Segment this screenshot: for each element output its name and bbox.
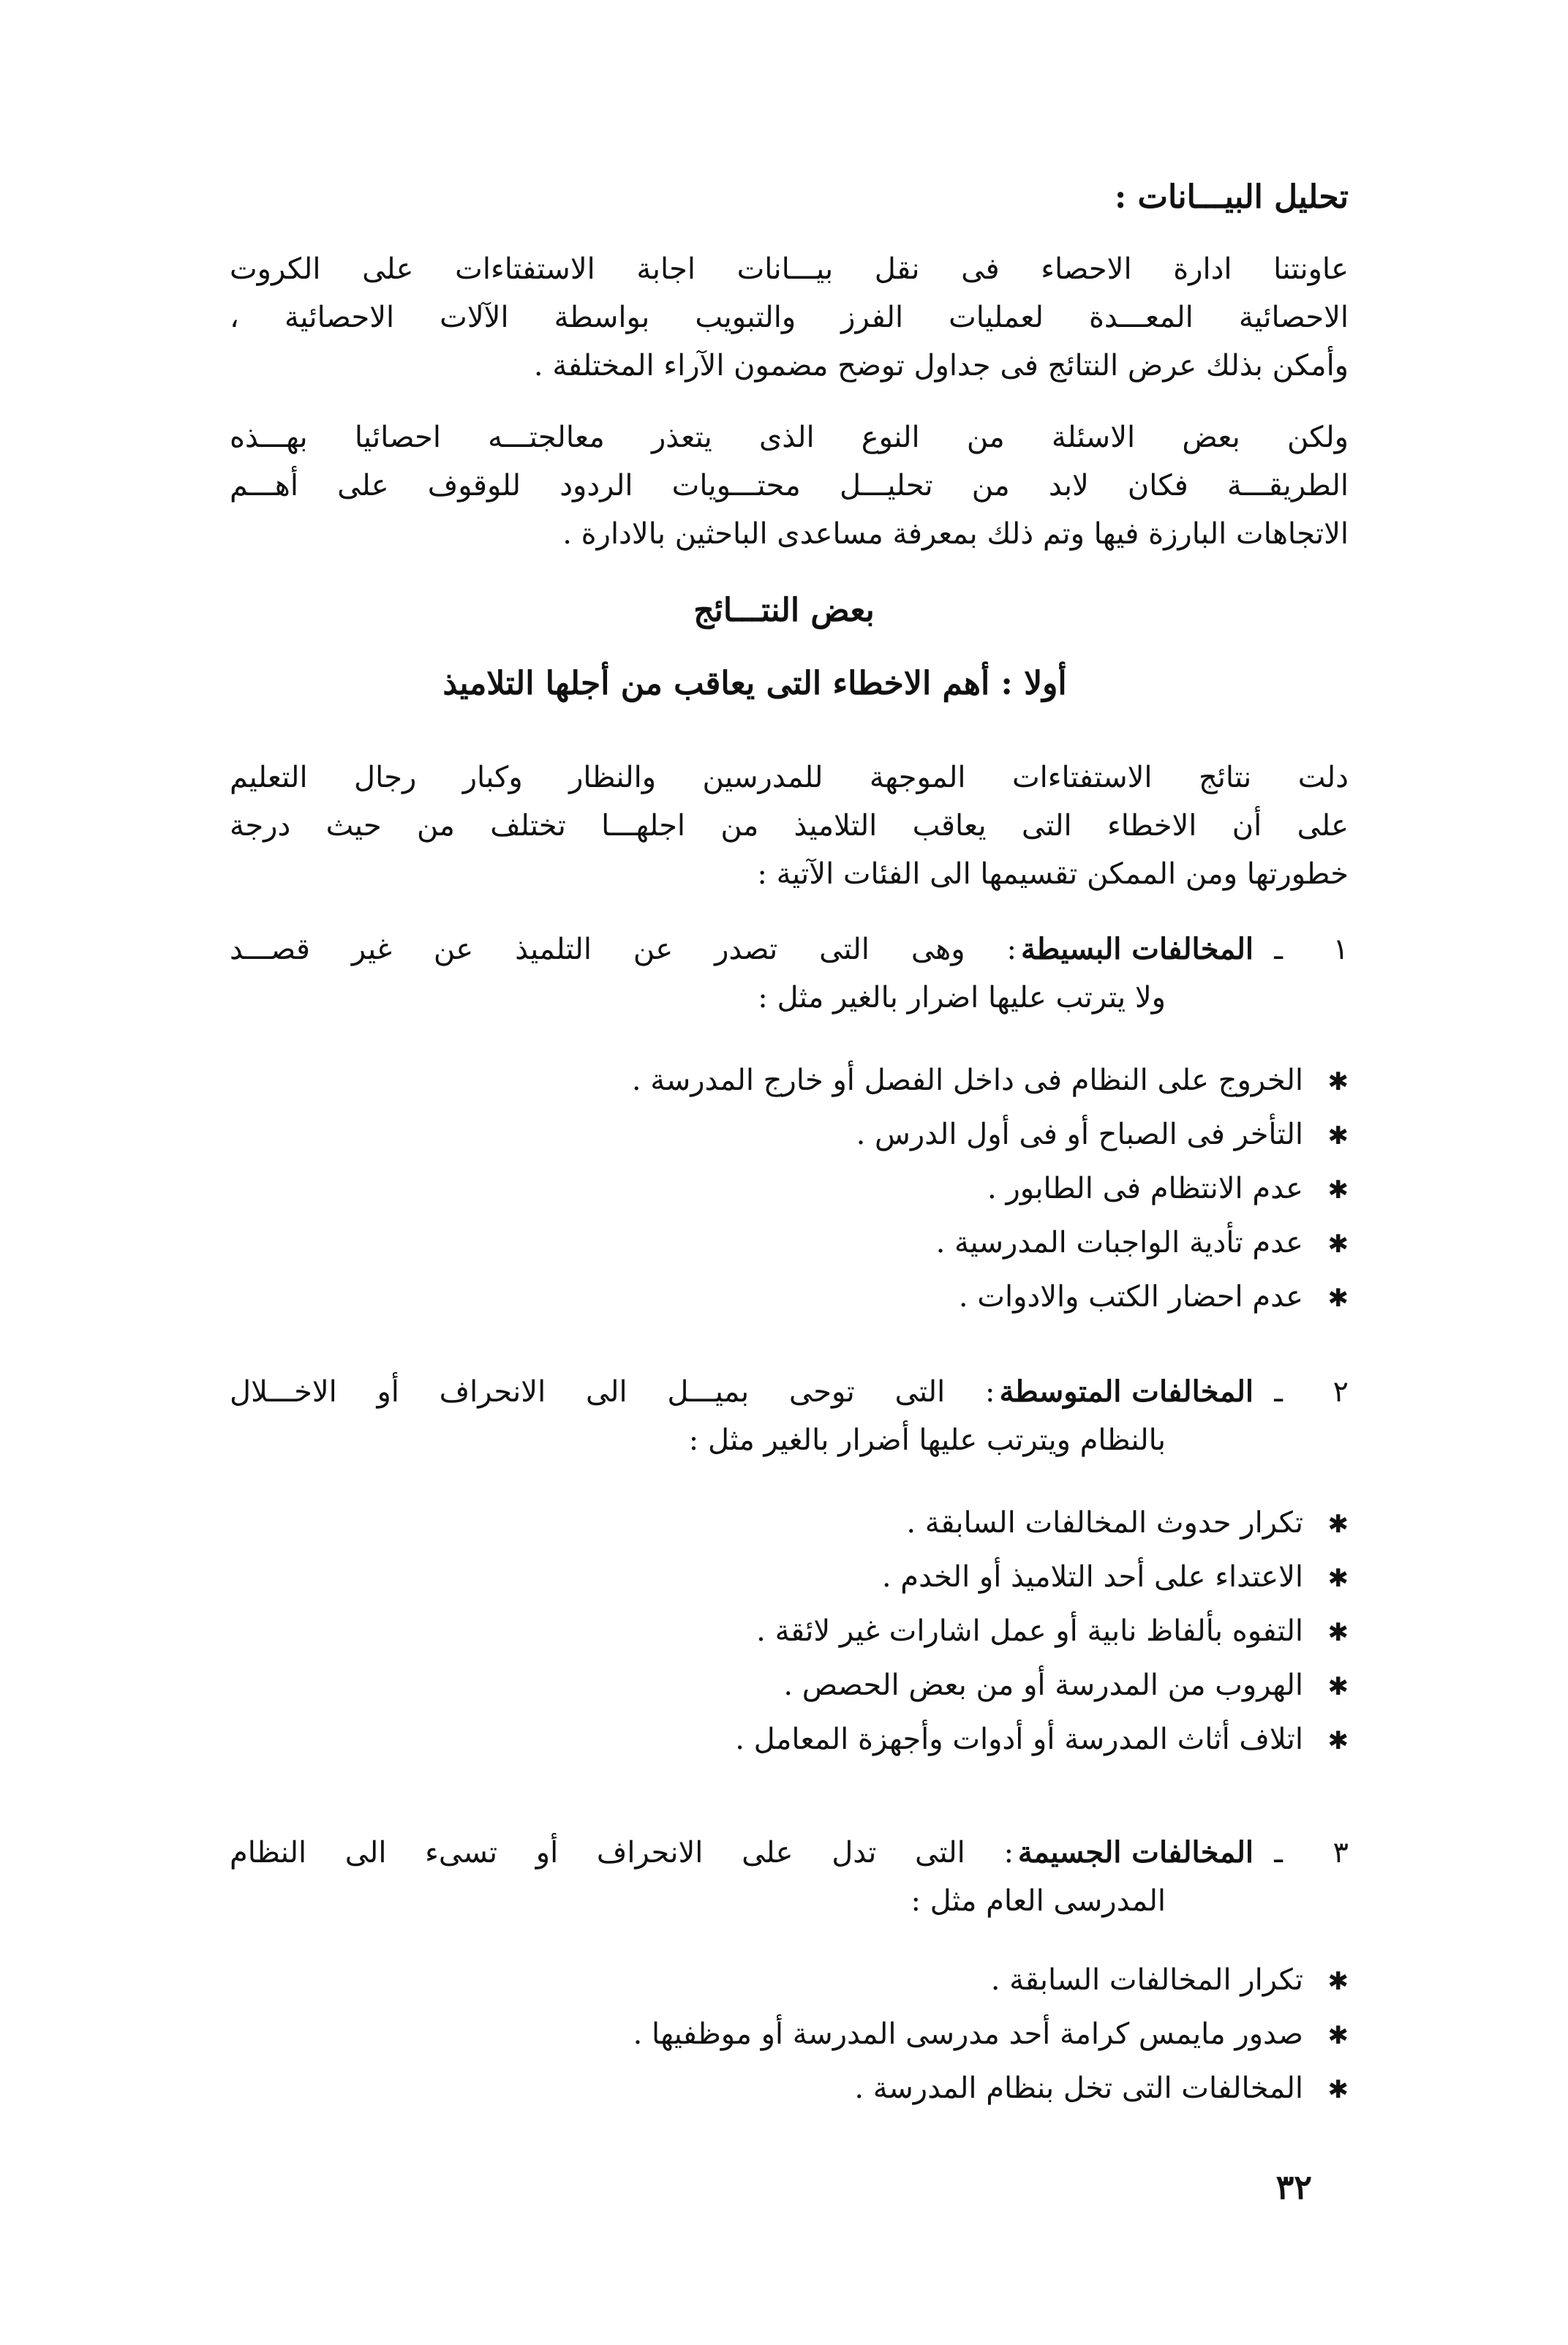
text-line: وأمكن بذلك عرض النتائج فى جداول توضح مضمون الآراء المختلفة . [533, 349, 1349, 383]
list-item [252, 1604, 1349, 1658]
asterisk-icon: ✱ [1327, 1672, 1349, 1701]
bullet-list [252, 1496, 1349, 1766]
text-line: الاحصائية المعـــدة لعمليات الفرز والتبويب بواسطة الآلات الاحصائية ، [230, 301, 1349, 334]
results-heading: بعض النتـــائج [693, 592, 875, 629]
text-line: الطريقـــة فكان لابد من تحليـــل محتـــويات الردود للوقوف على أهـــم [230, 469, 1349, 502]
list-item [252, 1107, 1349, 1162]
asterisk-icon: ✱ [1327, 1230, 1349, 1259]
category-title: المخالفات البسيطة [1020, 932, 1254, 966]
list-item [252, 2061, 1349, 2115]
text-line: عاونتنا ادارة الاحصاء فى نقل بيـــانات اجابة الاستفتاءات على الكروت [230, 252, 1349, 286]
category-description-continued: بالنظام ويترتب عليها أضرار بالغير مثل : [688, 1423, 1166, 1457]
category-title: المخالفات الجسيمة [1017, 1835, 1254, 1870]
asterisk-icon: ✱ [1327, 1121, 1349, 1151]
list-item [252, 1658, 1349, 1712]
bullet-list [252, 1953, 1349, 2115]
asterisk-icon: ✱ [1327, 1564, 1349, 1593]
list-item [252, 1953, 1349, 2007]
page-number: ٣٢ [1275, 2167, 1312, 2207]
list-item-text: عدم الانتظام فى الطابور . [987, 1172, 1303, 1205]
asterisk-icon: ✱ [1327, 2075, 1349, 2104]
list-item [252, 1162, 1349, 1216]
subsection-heading: أولا : أهم الاخطاء التى يعاقب من أجلها التلاميذ [442, 665, 1067, 702]
list-item-text: المخالفات التى تخل بنظام المدرسة . [854, 2071, 1303, 2105]
list-item-text: الخروج على النظام فى داخل الفصل أو خارج المدرسة . [631, 1064, 1303, 1097]
list-item-text: التفوه بألفاظ نابية أو عمل اشارات غير لائقة . [756, 1614, 1303, 1648]
list-item-text: عدم تأدية الواجبات المدرسية . [935, 1226, 1303, 1260]
category-medium-violations [230, 1368, 1349, 1464]
category-number: ١ [1333, 933, 1349, 966]
list-item-text: تكرار حدوث المخالفات السابقة . [906, 1506, 1303, 1540]
list-item-text: التأخر فى الصباح أو فى أول الدرس . [856, 1118, 1303, 1151]
paragraph-manual-analysis [230, 413, 1349, 558]
category-minor-violations [230, 925, 1349, 1022]
text-line: خطورتها ومن الممكن تقسيمها الى الفئات الآتية : [757, 857, 1349, 891]
category-description: : التى تدل على الانحراف أو تسىء الى النظام [230, 1836, 1014, 1870]
asterisk-icon: ✱ [1327, 1726, 1349, 1755]
category-dash: ـ [1274, 1375, 1283, 1409]
list-item [252, 1216, 1349, 1270]
category-description-continued: المدرسى العام مثل : [911, 1884, 1166, 1918]
paragraph-data-processing [230, 245, 1349, 390]
text-line: الاتجاهات البارزة فيها وتم ذلك بمعرفة مساعدى الباحثين بالادارة . [562, 517, 1349, 551]
asterisk-icon: ✱ [1327, 1967, 1349, 1996]
category-serious-violations [230, 1829, 1349, 1925]
list-item-text: الاعتداء على أحد التلاميذ أو الخدم . [881, 1560, 1303, 1594]
text-line: ولكن بعض الاسئلة من النوع الذى يتعذر معالجتـــه احصائيا بهـــذه [230, 421, 1349, 454]
category-number: ٣ [1333, 1836, 1349, 1870]
asterisk-icon: ✱ [1327, 2021, 1349, 2050]
category-dash: ـ [1274, 1836, 1283, 1870]
asterisk-icon: ✱ [1327, 1618, 1349, 1647]
category-number: ٢ [1333, 1375, 1349, 1409]
category-dash: ـ [1274, 933, 1283, 966]
category-description: : وهى التى تصدر عن التلميذ عن غير قصـــد [230, 933, 1017, 966]
list-item [252, 1496, 1349, 1550]
asterisk-icon: ✱ [1327, 1067, 1349, 1096]
list-item-text: اتلاف أثاث المدرسة أو أدوات وأجهزة المعامل . [735, 1723, 1303, 1756]
bullet-list [252, 1053, 1349, 1324]
text-line: دلت نتائج الاستفتاءات الموجهة للمدرسين والنظار وكبار رجال التعليم [230, 761, 1349, 794]
list-item [252, 1053, 1349, 1107]
section-heading: تحليل البيـــانات : [1114, 178, 1349, 216]
category-description-continued: ولا يترتب عليها اضرار بالغير مثل : [758, 981, 1166, 1015]
text-line: على أن الاخطاء التى يعاقب التلاميذ من اجلهـــا تختلف من حيث درجة [230, 809, 1349, 843]
list-item-text: تكرار المخالفات السابقة . [990, 1963, 1303, 1997]
category-title: المخالفات المتوسطة [999, 1374, 1254, 1409]
list-item [252, 1270, 1349, 1324]
list-item [252, 2007, 1349, 2061]
paragraph-survey-results [230, 753, 1349, 898]
list-item-text: عدم احضار الكتب والادوات . [958, 1280, 1303, 1314]
asterisk-icon: ✱ [1327, 1510, 1349, 1539]
category-description: : التى توحى بميـــل الى الانحراف أو الاخـــلال [230, 1375, 995, 1409]
list-item-text: صدور مايمس كرامة أحد مدرسى المدرسة أو موظفيها . [633, 2017, 1303, 2051]
list-item [252, 1550, 1349, 1604]
list-item [252, 1712, 1349, 1766]
list-item-text: الهروب من المدرسة أو من بعض الحصص . [783, 1668, 1303, 1702]
asterisk-icon: ✱ [1327, 1175, 1349, 1205]
asterisk-icon: ✱ [1327, 1284, 1349, 1313]
